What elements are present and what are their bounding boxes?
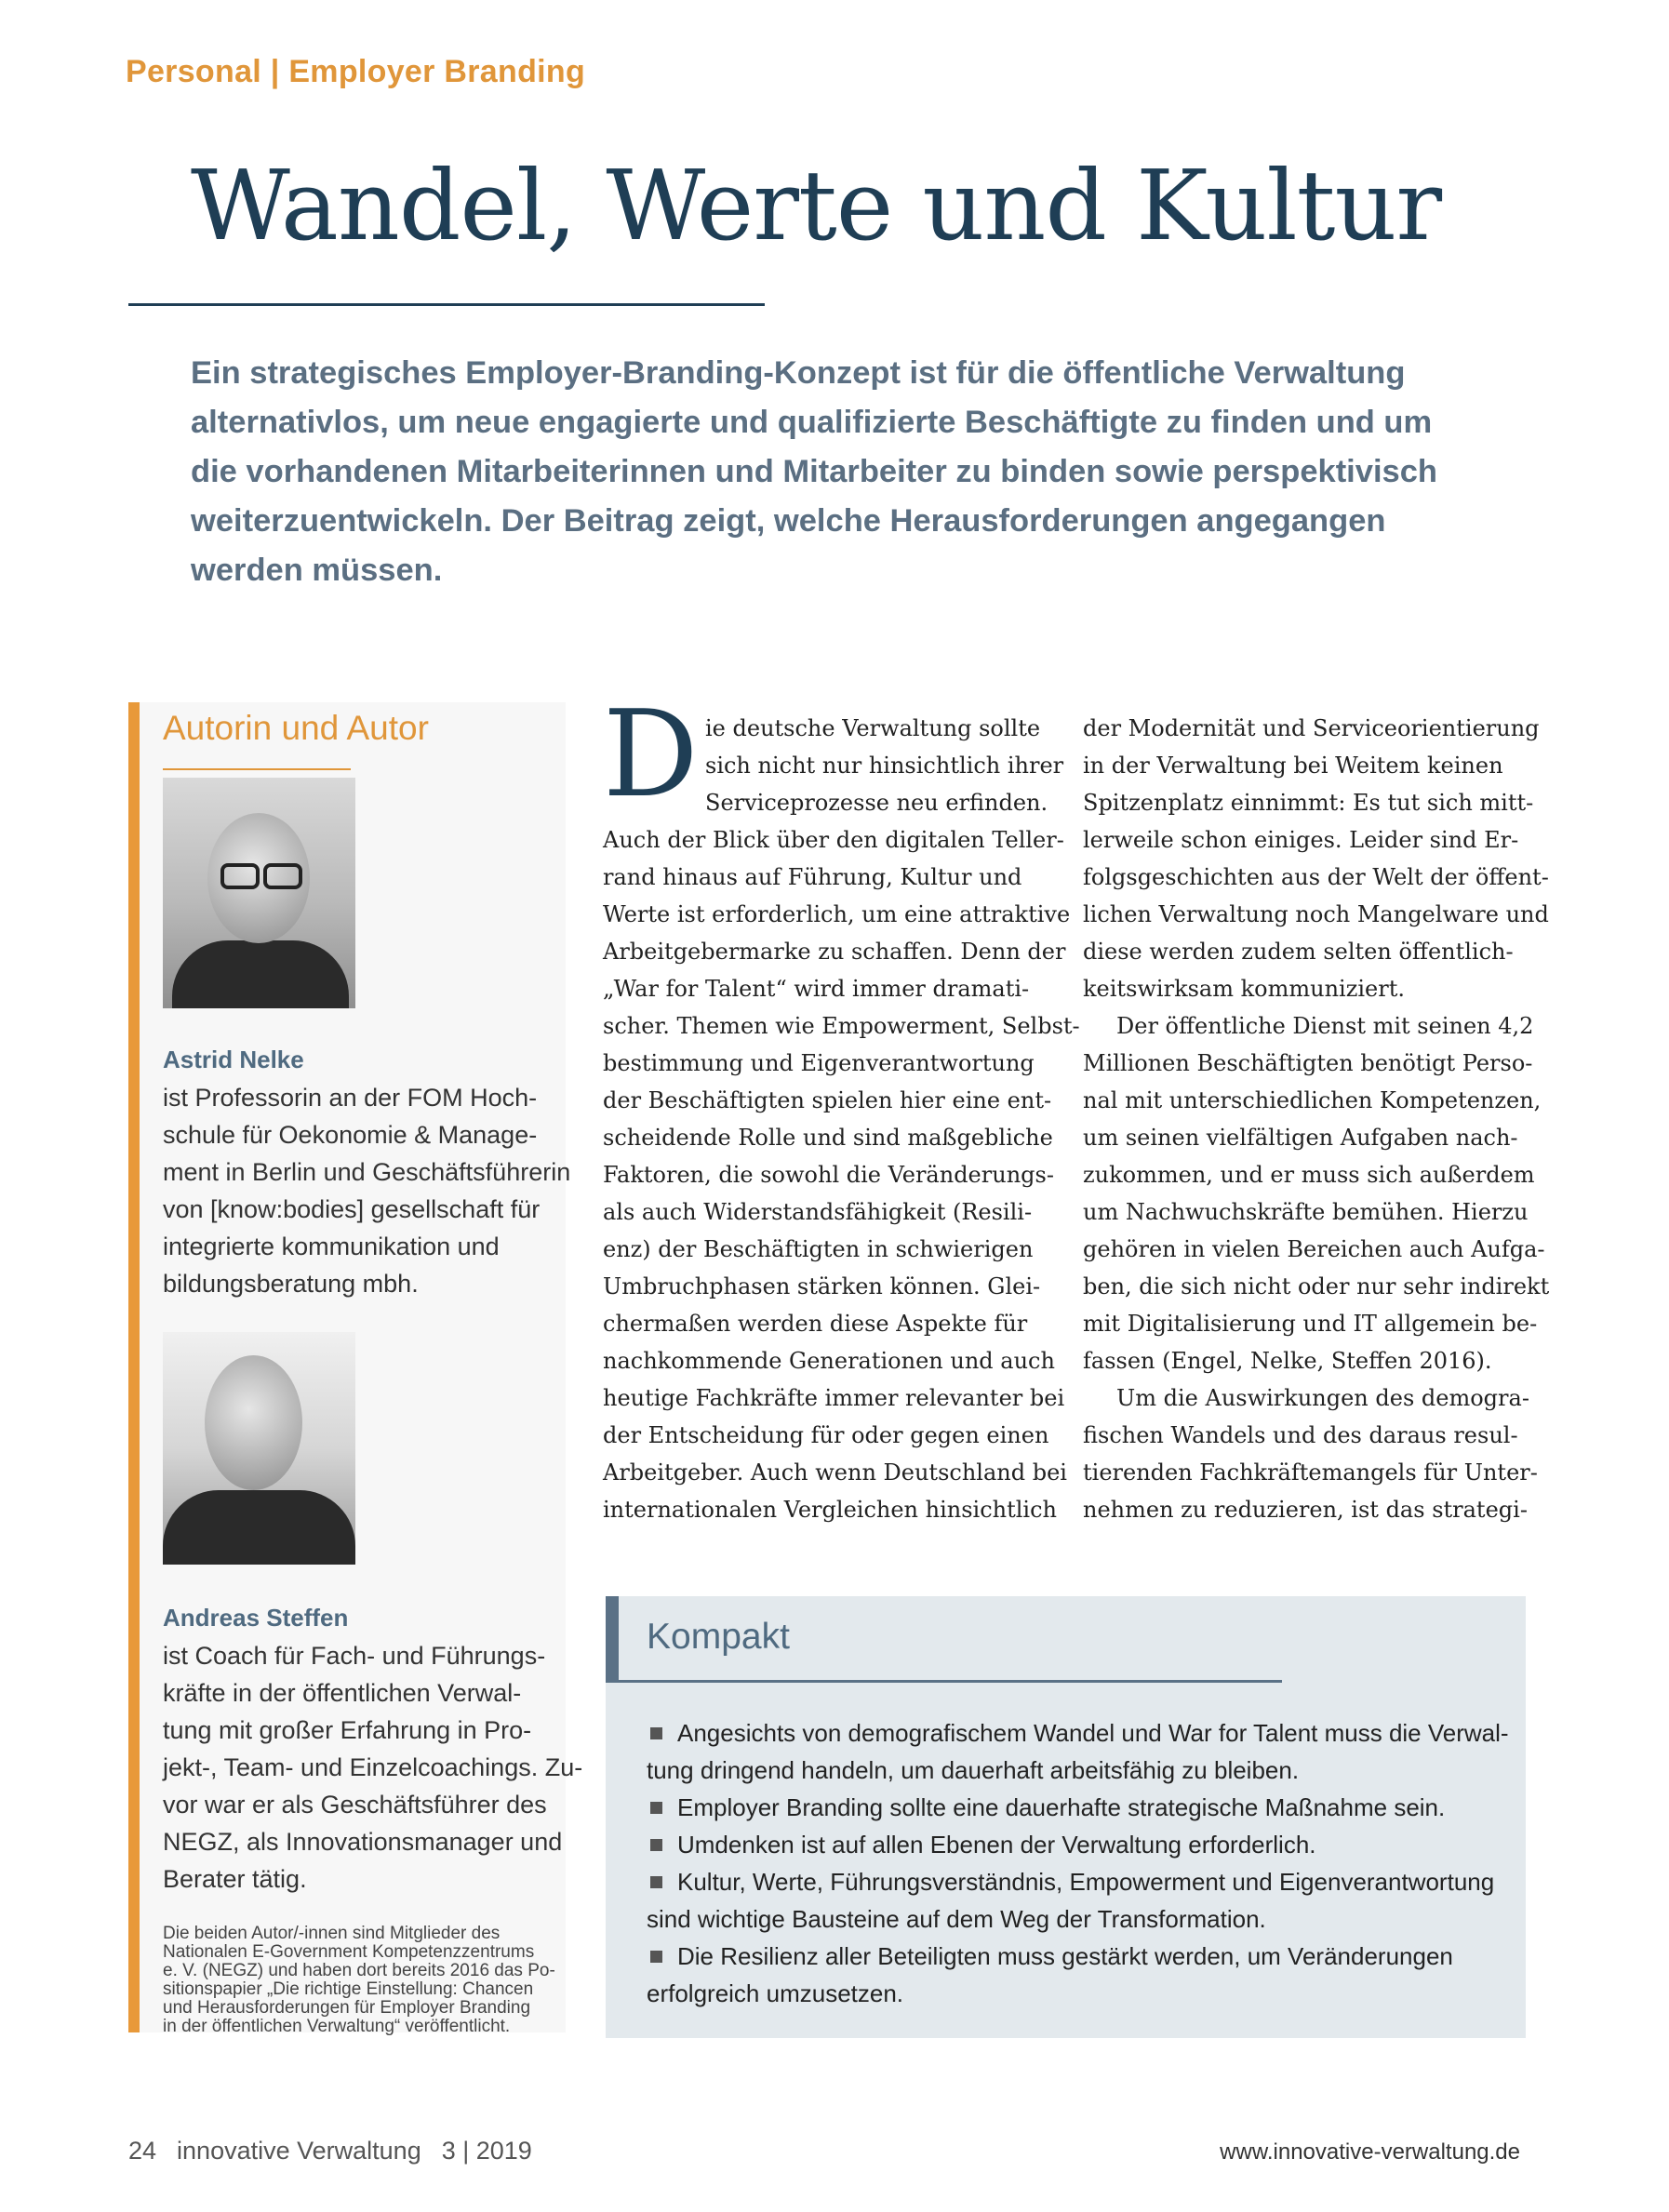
square-bullet-icon bbox=[650, 1802, 662, 1814]
kompakt-item bbox=[647, 1826, 1509, 1863]
kompakt-text: Umdenken ist auf allen Ebenen der Verwaltung erforderlich. bbox=[677, 1831, 1316, 1859]
body-line: Serviceprozesse neu erfinden. bbox=[705, 790, 1048, 816]
kompakt-text: Die Resilienz aller Beteiligten muss gestärkt werden, um Veränderungen bbox=[677, 1942, 1453, 1970]
body-column-1 bbox=[603, 710, 1080, 1528]
body-line: Spitzenplatz einnimmt: Es tut sich mitt- bbox=[1083, 790, 1534, 816]
body-line: lerweile schon einiges. Leider sind Er- bbox=[1083, 827, 1519, 853]
section-kicker: Personal | Employer Branding bbox=[126, 54, 586, 89]
note-line: sitionspapier „Die richtige Einstellung: Chancen bbox=[163, 1979, 534, 1999]
page-footer bbox=[128, 2137, 553, 2165]
body-line: tierenden Fachkräftemangels für Unter- bbox=[1083, 1459, 1538, 1486]
note-line: und Herausforderungen für Employer Branding bbox=[163, 1998, 531, 2018]
bio-line: schule für Oekonomie & Manage- bbox=[163, 1121, 538, 1149]
body-line: scher. Themen wie Empowerment, Selbst- bbox=[603, 1013, 1080, 1039]
author-note bbox=[163, 1925, 555, 2036]
bio-line: NEGZ, als Innovationsmanager und bbox=[163, 1828, 563, 1856]
kompakt-item bbox=[647, 1789, 1509, 1826]
lead-line: alternativlos, um neue engagierte und qualifizierte Beschäftigte zu finden und um bbox=[191, 405, 1433, 440]
author-name: Andreas Steffen bbox=[163, 1604, 349, 1632]
bio-line: jekt-, Team- und Einzelcoachings. Zu- bbox=[163, 1753, 583, 1781]
sidebar-heading: Autorin und Autor bbox=[163, 709, 429, 747]
kompakt-list bbox=[647, 1714, 1509, 2012]
body-line: diese werden zudem selten öffentlich- bbox=[1083, 939, 1514, 965]
footer-url-link[interactable]: www.innovative-verwaltung.de bbox=[1220, 2139, 1520, 2165]
body-line: heutige Fachkräfte immer relevanter bei bbox=[603, 1385, 1065, 1411]
body-line: fassen (Engel, Nelke, Steffen 2016). bbox=[1083, 1348, 1492, 1374]
body-line: Umbruchphasen stärken können. Glei- bbox=[603, 1273, 1041, 1299]
bio-line: integrierte kommunikation und bbox=[163, 1233, 500, 1260]
body-line: fischen Wandels und des daraus resul- bbox=[1083, 1422, 1518, 1448]
page-number: 24 bbox=[128, 2137, 157, 2165]
kompakt-item bbox=[647, 1938, 1509, 1975]
body-line: enz) der Beschäftigten in schwierigen bbox=[603, 1236, 1034, 1262]
body-line: Faktoren, die sowohl die Veränderungs- bbox=[603, 1162, 1054, 1188]
bio-line: bildungsberatung mbh. bbox=[163, 1270, 419, 1298]
author-bio bbox=[163, 1637, 582, 1898]
body-line: bestimmung und Eigenverantwortung bbox=[603, 1050, 1035, 1076]
bio-line: kräfte in der öffentlichen Verwal- bbox=[163, 1679, 522, 1707]
kompakt-item-cont: tung dringend handeln, um dauerhaft arbeitsfähig zu bleiben. bbox=[647, 1756, 1300, 1784]
bio-line: ment in Berlin und Geschäftsführerin bbox=[163, 1158, 571, 1186]
body-line: als auch Widerstandsfähigkeit (Resili- bbox=[603, 1199, 1033, 1225]
body-line: Arbeitgebermarke zu schaffen. Denn der bbox=[603, 939, 1066, 965]
kompakt-accent-bar bbox=[606, 1596, 619, 1683]
body-line: nal mit unterschiedlichen Kompetenzen, bbox=[1083, 1087, 1542, 1113]
body-line: lichen Verwaltung noch Mangelware und bbox=[1083, 901, 1549, 927]
kompakt-heading: Kompakt bbox=[647, 1617, 790, 1657]
body-line: in der Verwaltung bei Weitem keinen bbox=[1083, 753, 1503, 779]
square-bullet-icon bbox=[650, 1727, 662, 1739]
body-line: um seinen vielfältigen Aufgaben nach- bbox=[1083, 1125, 1518, 1151]
kompakt-heading-rule bbox=[619, 1680, 1282, 1683]
note-line: Nationalen E-Government Kompetenzzentrums bbox=[163, 1942, 535, 1962]
kompakt-text: Kultur, Werte, Führungsverständnis, Empowerment und Eigenverantwortung bbox=[677, 1868, 1495, 1896]
bio-line: tung mit großer Erfahrung in Pro- bbox=[163, 1716, 532, 1744]
note-line: e. V. (NEGZ) und haben dort bereits 2016 das Po- bbox=[163, 1961, 555, 1980]
body-line: folgsgeschichten aus der Welt der öffent- bbox=[1083, 864, 1549, 890]
body-line: zukommen, und er muss sich außerdem bbox=[1083, 1162, 1535, 1188]
magazine-name: innovative Verwaltung bbox=[177, 2137, 421, 2165]
bio-line: vor war er als Geschäftsführer des bbox=[163, 1791, 547, 1819]
body-line: nehmen zu reduzieren, ist das strategi- bbox=[1083, 1497, 1528, 1523]
lead-line: Ein strategisches Employer-Branding-Konzept ist für die öffentliche Verwaltung bbox=[191, 355, 1406, 391]
body-line: Werte ist erforderlich, um eine attraktive bbox=[603, 901, 1071, 927]
body-line: chermaßen werden diese Aspekte für bbox=[603, 1311, 1028, 1337]
body-line: Arbeitgeber. Auch wenn Deutschland bei bbox=[603, 1459, 1067, 1486]
drop-cap: D bbox=[603, 686, 699, 824]
body-line: ie deutsche Verwaltung sollte bbox=[705, 715, 1041, 741]
body-line: „War for Talent“ wird immer dramati- bbox=[603, 976, 1030, 1002]
article-title: Wandel, Werte und Kultur bbox=[191, 149, 1442, 262]
body-line: der Modernität und Serviceorientierung bbox=[1083, 715, 1540, 741]
note-line: Die beiden Autor/-innen sind Mitglieder des bbox=[163, 1924, 501, 1943]
body-line: scheidende Rolle und sind maßgebliche bbox=[603, 1125, 1053, 1151]
body-column-2 bbox=[1083, 710, 1550, 1528]
author-name: Astrid Nelke bbox=[163, 1046, 304, 1073]
kompakt-item-cont: sind wichtige Bausteine auf dem Weg der Transformation. bbox=[647, 1905, 1266, 1933]
kompakt-item bbox=[647, 1863, 1509, 1900]
body-line: um Nachwuchskräfte bemühen. Hierzu bbox=[1083, 1199, 1529, 1225]
body-line: Der öffentliche Dienst mit seinen 4,2 bbox=[1116, 1013, 1534, 1039]
author-photo-astrid-nelke bbox=[163, 778, 355, 1008]
body-line: ben, die sich nicht oder nur sehr indirekt bbox=[1083, 1273, 1550, 1299]
sidebar-accent-bar bbox=[128, 702, 140, 2032]
body-line: sich nicht nur hinsichtlich ihrer bbox=[705, 753, 1064, 779]
lead-line: werden müssen. bbox=[191, 553, 443, 588]
bio-line: Berater tätig. bbox=[163, 1865, 307, 1893]
kompakt-item bbox=[647, 1714, 1509, 1752]
square-bullet-icon bbox=[650, 1951, 662, 1963]
bio-line: ist Professorin an der FOM Hoch- bbox=[163, 1084, 538, 1112]
body-line: rand hinaus auf Führung, Kultur und bbox=[603, 864, 1022, 890]
sidebar-heading-rule bbox=[163, 768, 351, 770]
body-line: Millionen Beschäftigten benötigt Perso- bbox=[1083, 1050, 1533, 1076]
kompakt-text: Employer Branding sollte eine dauerhafte strategische Maßnahme sein. bbox=[677, 1793, 1446, 1821]
title-divider bbox=[128, 303, 765, 306]
bio-line: ist Coach für Fach- und Führungs- bbox=[163, 1642, 546, 1670]
kompakt-item-cont: erfolgreich umzusetzen. bbox=[647, 1979, 904, 2007]
note-line: in der öffentlichen Verwaltung“ veröffentlicht. bbox=[163, 2017, 511, 2036]
square-bullet-icon bbox=[650, 1839, 662, 1851]
author-photo-andreas-steffen bbox=[163, 1332, 355, 1565]
kompakt-text: Angesichts von demografischem Wandel und War for Talent muss die Verwal- bbox=[677, 1719, 1509, 1747]
body-line: keitswirksam kommuniziert. bbox=[1083, 976, 1405, 1002]
bio-line: von [know:bodies] gesellschaft für bbox=[163, 1195, 541, 1223]
issue-number: 3 | 2019 bbox=[441, 2137, 532, 2165]
body-line: gehören in vielen Bereichen auch Aufga- bbox=[1083, 1236, 1545, 1262]
author-bio bbox=[163, 1079, 570, 1302]
body-line: internationalen Vergleichen hinsichtlich bbox=[603, 1497, 1058, 1523]
body-line: mit Digitalisierung und IT allgemein be- bbox=[1083, 1311, 1538, 1337]
body-line: der Entscheidung für oder gegen einen bbox=[603, 1422, 1049, 1448]
body-line: nachkommende Generationen und auch bbox=[603, 1348, 1055, 1374]
lead-line: weiterzuentwickeln. Der Beitrag zeigt, welche Herausforderungen angegangen bbox=[191, 503, 1386, 539]
square-bullet-icon bbox=[650, 1876, 662, 1888]
body-line: Auch der Blick über den digitalen Teller- bbox=[603, 827, 1064, 853]
body-line: Um die Auswirkungen des demogra- bbox=[1116, 1385, 1529, 1411]
body-line: der Beschäftigten spielen hier eine ent- bbox=[603, 1087, 1052, 1113]
article-lead bbox=[191, 349, 1475, 595]
lead-line: die vorhandenen Mitarbeiterinnen und Mitarbeiter zu binden sowie perspektivisch bbox=[191, 454, 1437, 489]
